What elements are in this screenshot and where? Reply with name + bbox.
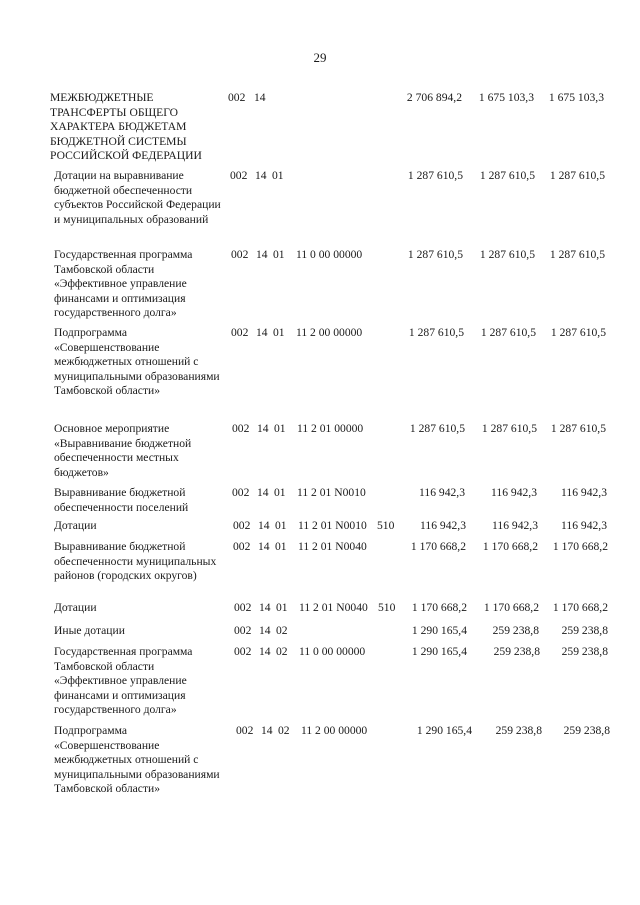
subsection-code: 01 [273, 248, 285, 261]
row-name: МЕЖБЮДЖЕТНЫЕ ТРАНСФЕРТЫ ОБЩЕГО ХАРАКТЕРА БЮДЖЕТАМ БЮДЖЕТНОЙ СИСТЕМЫ РОССИЙСКОЙ ФЕДЕРАЦИИ [50, 91, 202, 163]
section-code: 14 [257, 422, 269, 435]
row-name: Подпрограмма «Совершенствование межбюджетных отношений с муниципальными образованиями Тамбовской области» [54, 326, 220, 398]
ved-code: 002 [234, 645, 252, 658]
ved-code: 002 [236, 724, 254, 737]
subsection-code: 02 [278, 724, 290, 737]
ved-code: 002 [233, 519, 251, 532]
ved-code: 002 [228, 91, 246, 104]
row-name: Дотации на выравнивание бюджетной обеспеченности субъектов Российской Федерации и муниципальных образований [54, 169, 221, 226]
target-article-code: 11 2 00 00000 [301, 724, 368, 737]
amount-year-2: 116 942,3 [492, 519, 538, 532]
amount-year-3: 1 170 668,2 [552, 540, 608, 553]
row-name: Дотации [54, 519, 97, 532]
amount-year-2: 259 238,8 [495, 724, 542, 737]
amount-year-1: 1 287 610,5 [409, 422, 465, 435]
amount-year-1: 2 706 894,2 [406, 91, 462, 104]
ved-code: 002 [234, 601, 252, 614]
amount-year-3: 1 170 668,2 [552, 601, 608, 614]
section-code: 14 [259, 624, 271, 637]
target-article-code: 11 2 01 N0040 [298, 540, 367, 553]
section-code: 14 [257, 486, 269, 499]
subsection-code: 01 [274, 422, 286, 435]
amount-year-1: 1 170 668,2 [410, 540, 466, 553]
amount-year-1: 1 290 165,4 [416, 724, 472, 737]
amount-year-2: 1 287 610,5 [479, 248, 535, 261]
amount-year-2: 1 287 610,5 [481, 422, 537, 435]
subsection-code: 01 [272, 169, 284, 182]
expense-type-code: 510 [377, 519, 395, 532]
ved-code: 002 [231, 326, 249, 339]
amount-year-2: 1 287 610,5 [480, 326, 536, 339]
amount-year-3: 1 287 610,5 [549, 248, 605, 261]
subsection-code: 02 [276, 624, 288, 637]
subsection-code: 01 [274, 486, 286, 499]
ved-code: 002 [232, 486, 250, 499]
section-code: 14 [259, 645, 271, 658]
amount-year-3: 1 287 610,5 [550, 422, 606, 435]
section-code: 14 [255, 169, 267, 182]
amount-year-2: 259 238,8 [493, 645, 540, 658]
row-name: Государственная программа Тамбовской области «Эффективное управление финансами и оптимизация государственного долга» [54, 248, 193, 320]
row-name: Основное мероприятие «Выравнивание бюджетной обеспеченности местных бюджетов» [54, 422, 192, 479]
amount-year-1: 1 170 668,2 [411, 601, 467, 614]
target-article-code: 11 2 00 00000 [296, 326, 363, 339]
row-name: Выравнивание бюджетной обеспеченности муниципальных районов (городских округов) [54, 540, 217, 583]
amount-year-2: 1 170 668,2 [483, 601, 539, 614]
target-article-code: 11 0 00 00000 [299, 645, 366, 658]
ved-code: 002 [232, 422, 250, 435]
target-article-code: 11 2 01 N0010 [297, 486, 366, 499]
amount-year-3: 259 238,8 [563, 724, 610, 737]
amount-year-1: 116 942,3 [420, 519, 466, 532]
ved-code: 002 [234, 624, 252, 637]
target-article-code: 11 0 00 00000 [296, 248, 363, 261]
amount-year-2: 1 170 668,2 [482, 540, 538, 553]
row-name: Подпрограмма «Совершенствование межбюджетных отношений с муниципальными образованиями Тамбовской области» [54, 724, 220, 796]
amount-year-2: 1 675 103,3 [478, 91, 534, 104]
amount-year-3: 1 287 610,5 [550, 326, 606, 339]
section-code: 14 [256, 248, 268, 261]
section-code: 14 [261, 724, 273, 737]
amount-year-3: 116 942,3 [561, 519, 607, 532]
amount-year-3: 1 287 610,5 [549, 169, 605, 182]
section-code: 14 [258, 519, 270, 532]
amount-year-3: 259 238,8 [561, 645, 608, 658]
amount-year-1: 1 287 610,5 [408, 326, 464, 339]
amount-year-1: 1 287 610,5 [407, 169, 463, 182]
amount-year-3: 259 238,8 [561, 624, 608, 637]
row-name: Выравнивание бюджетной обеспеченности поселений [54, 486, 189, 514]
subsection-code: 01 [273, 326, 285, 339]
section-code: 14 [259, 601, 271, 614]
subsection-code: 01 [275, 540, 287, 553]
subsection-code: 01 [275, 519, 287, 532]
page-number: 29 [313, 50, 327, 65]
ved-code: 002 [230, 169, 248, 182]
amount-year-1: 1 290 165,4 [411, 645, 467, 658]
row-name: Дотации [54, 601, 97, 614]
target-article-code: 11 2 01 N0040 [299, 601, 368, 614]
amount-year-1: 1 287 610,5 [407, 248, 463, 261]
amount-year-1: 116 942,3 [419, 486, 465, 499]
row-name: Иные дотации [54, 624, 125, 637]
row-name: Государственная программа Тамбовской области «Эффективное управление финансами и оптимизация государственного долга» [54, 645, 193, 717]
section-code: 14 [254, 91, 266, 104]
amount-year-3: 1 675 103,3 [548, 91, 604, 104]
amount-year-2: 116 942,3 [491, 486, 537, 499]
expense-type-code: 510 [378, 601, 396, 614]
amount-year-3: 116 942,3 [561, 486, 607, 499]
amount-year-1: 1 290 165,4 [411, 624, 467, 637]
target-article-code: 11 2 01 00000 [297, 422, 364, 435]
target-article-code: 11 2 01 N0010 [298, 519, 367, 532]
section-code: 14 [258, 540, 270, 553]
subsection-code: 02 [276, 645, 288, 658]
ved-code: 002 [231, 248, 249, 261]
section-code: 14 [256, 326, 268, 339]
amount-year-2: 259 238,8 [492, 624, 539, 637]
ved-code: 002 [233, 540, 251, 553]
subsection-code: 01 [276, 601, 288, 614]
amount-year-2: 1 287 610,5 [479, 169, 535, 182]
